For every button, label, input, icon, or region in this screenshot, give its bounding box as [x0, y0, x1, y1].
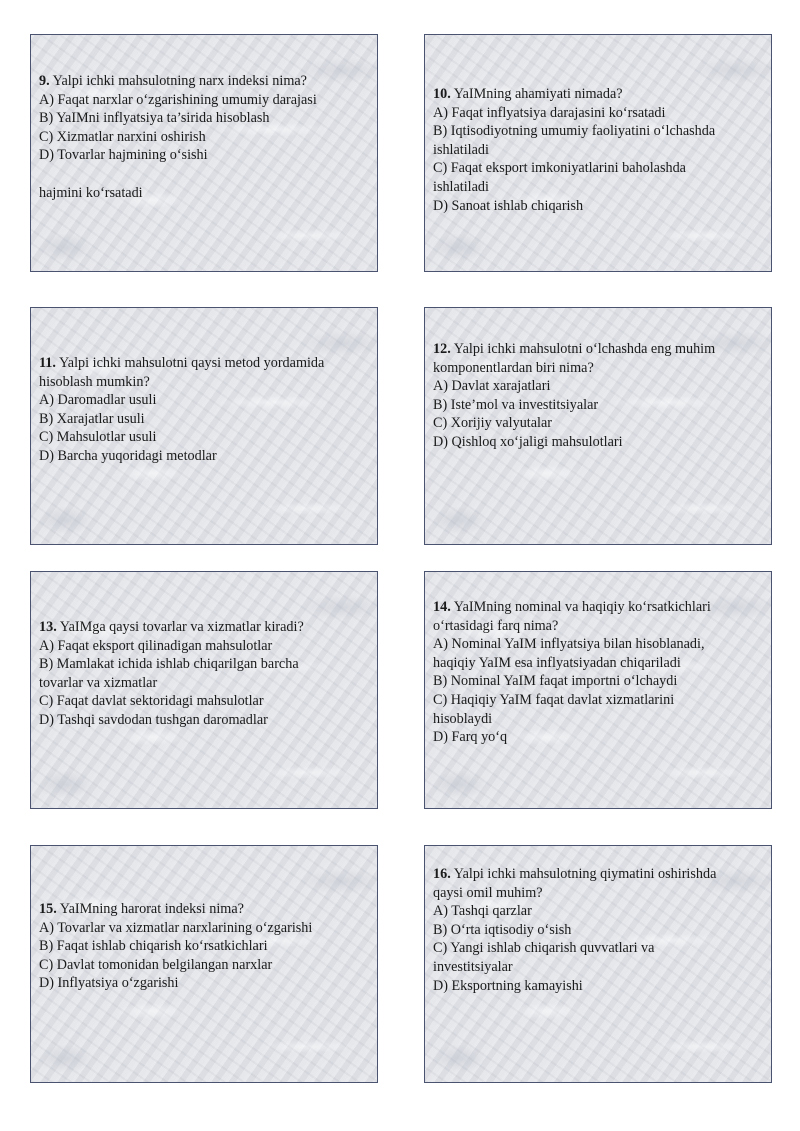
- option-line: A) Nominal YaIM inflyatsiya bilan hisoblanadi,: [433, 636, 705, 653]
- question-text: Yalpi ichki mahsulotni qaysi metod yordamida: [58, 355, 325, 371]
- question-line: [433, 85, 765, 104]
- option-line: D) Inflyatsiya o‘zgarishi: [39, 975, 179, 992]
- option-line: C) Xizmatlar narxini oshirish: [39, 128, 206, 145]
- option-line: B) YaIMni inflyatsiya ta’sirida hisoblash: [39, 110, 270, 127]
- option-line: ishlatiladi: [433, 141, 489, 158]
- option-line: A) Tashqi qarzlar: [433, 903, 532, 920]
- option-line: C) Davlat tomonidan belgilangan narxlar: [39, 956, 273, 973]
- option-line: D) Sanoat ishlab chiqarish: [433, 197, 584, 214]
- option-line: A) Faqat narxlar o‘zgarishining umumiy darajasi: [39, 91, 317, 108]
- question-card-16-content: [433, 865, 765, 995]
- question-card-15: [30, 845, 378, 1083]
- question-line: [39, 354, 371, 373]
- option-line: B) Xarajatlar usuli: [39, 410, 145, 427]
- question-number: 14.: [433, 599, 451, 615]
- question-text: YaIMning nominal va haqiqiy ko‘rsatkichlari: [453, 599, 711, 615]
- question-card-11-content: [39, 354, 371, 466]
- question-number: 15.: [39, 901, 57, 917]
- question-line: [39, 900, 371, 919]
- question-card-13: [30, 571, 378, 809]
- option-line: A) Faqat eksport qilinadigan mahsulotlar: [39, 637, 273, 654]
- question-card-9: [30, 34, 378, 272]
- option-line: ishlatiladi: [433, 178, 489, 195]
- option-line: C) Faqat eksport imkoniyatlarini baholashda: [433, 160, 686, 177]
- option-line: B) Nominal YaIM faqat importni o‘lchaydi: [433, 673, 678, 690]
- option-line: D) Qishloq xo‘jaligi mahsulotlari: [433, 433, 623, 450]
- option-line: C) Mahsulotlar usuli: [39, 429, 157, 446]
- question-number: 12.: [433, 341, 451, 357]
- option-line: B) Mamlakat ichida ishlab chiqarilgan barcha: [39, 656, 299, 673]
- option-line: A) Daromadlar usuli: [39, 392, 157, 409]
- question-line: [39, 72, 371, 91]
- option-line: D) Barcha yuqoridagi metodlar: [39, 447, 217, 464]
- option-line: D) Tovarlar hajmining o‘sishi: [39, 147, 208, 164]
- question-number: 11.: [39, 355, 56, 371]
- option-line: C) Xorijiy valyutalar: [433, 415, 552, 432]
- option-line: tovarlar va xizmatlar: [39, 674, 158, 691]
- question-card-10-content: [433, 85, 765, 215]
- question-card-10: [424, 34, 772, 272]
- question-line: [433, 865, 765, 884]
- question-text: YaIMga qaysi tovarlar va xizmatlar kiradi?: [59, 619, 304, 635]
- question-card-16: [424, 845, 772, 1083]
- question-card-12-content: [433, 340, 765, 452]
- question-text: Yalpi ichki mahsulotning narx indeksi nima?: [52, 73, 307, 89]
- option-line: B) Iste’mol va investitsiyalar: [433, 396, 599, 413]
- question-number: 13.: [39, 619, 57, 635]
- question-line: [433, 598, 765, 617]
- option-line: haqiqiy YaIM esa inflyatsiyadan chiqariladi: [433, 654, 681, 671]
- question-card-12: [424, 307, 772, 545]
- question-text: Yalpi ichki mahsulotning qiymatini oshirishda: [453, 866, 717, 882]
- question-card-9-content: [39, 72, 371, 202]
- option-line: qaysi omil muhim?: [433, 884, 543, 901]
- question-text: YaIMning ahamiyati nimada?: [453, 86, 623, 102]
- option-line: D) Eksportning kamayishi: [433, 977, 583, 994]
- option-line: A) Faqat inflyatsiya darajasini ko‘rsatadi: [433, 104, 666, 121]
- question-number: 10.: [433, 86, 451, 102]
- option-line: hisoblaydi: [433, 710, 493, 727]
- extra-line: hajmini ko‘rsatadi: [39, 184, 143, 201]
- option-line: komponentlardan biri nima?: [433, 359, 594, 376]
- question-card-14-content: [433, 598, 765, 747]
- option-line: investitsiyalar: [433, 958, 513, 975]
- option-line: A) Davlat xarajatlari: [433, 378, 551, 395]
- option-line: C) Faqat davlat sektoridagi mahsulotlar: [39, 693, 264, 710]
- option-line: B) Faqat ishlab chiqarish ko‘rsatkichlari: [39, 938, 268, 955]
- option-line: B) Iqtisodiyotning umumiy faoliyatini o‘lchashda: [433, 123, 716, 140]
- blank-line: [39, 165, 371, 184]
- option-line: C) Yangi ishlab chiqarish quvvatlari va: [433, 940, 655, 957]
- option-line: hisoblash mumkin?: [39, 373, 150, 390]
- question-number: 9.: [39, 73, 50, 89]
- question-line: [39, 618, 371, 637]
- option-line: D) Tashqi savdodan tushgan daromadlar: [39, 711, 268, 728]
- question-card-15-content: [39, 900, 371, 993]
- question-text: Yalpi ichki mahsulotni o‘lchashda eng muhim: [453, 341, 716, 357]
- question-card-14: [424, 571, 772, 809]
- question-number: 16.: [433, 866, 451, 882]
- question-text: YaIMning harorat indeksi nima?: [59, 901, 244, 917]
- option-line: B) O‘rta iqtisodiy o‘sish: [433, 921, 572, 938]
- question-card-11: [30, 307, 378, 545]
- question-card-13-content: [39, 618, 371, 730]
- option-line: A) Tovarlar va xizmatlar narxlarining o‘zgarishi: [39, 919, 313, 936]
- option-line: C) Haqiqiy YaIM faqat davlat xizmatlarini: [433, 691, 675, 708]
- option-line: D) Farq yo‘q: [433, 729, 508, 746]
- option-line: o‘rtasidagi farq nima?: [433, 617, 559, 634]
- question-line: [433, 340, 765, 359]
